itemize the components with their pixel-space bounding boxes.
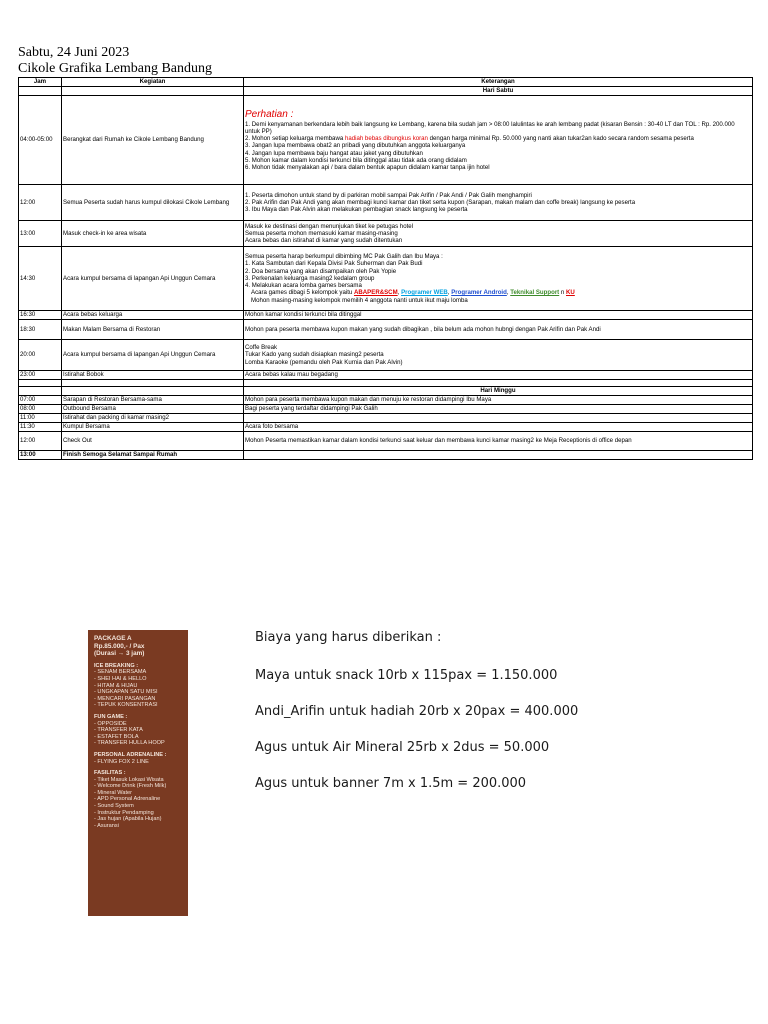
table-row — [19, 396, 753, 405]
table-row — [19, 432, 753, 451]
cell-kegiatan: Makan Malam Bersama di Restoran — [62, 320, 244, 340]
cell-keterangan: Mohon Peserta memastikan kamar dalam kondisi terkunci saat keluar dan membawa kunci kamar masing2 ke Meja Receptionis di office depan — [244, 432, 753, 451]
cell-jam: 13:00 — [19, 451, 62, 460]
fun-game-title: FUN GAME : — [94, 713, 128, 720]
page-date: Sabtu, 24 Juni 2023 — [18, 45, 130, 60]
table-row — [19, 96, 753, 185]
cell-keterangan — [244, 414, 753, 423]
cell-kegiatan: Istirahat Bobok — [62, 371, 244, 380]
adrenaline-title: PERSONAL ADRENALINE : — [94, 751, 167, 758]
perhatian-label: Perhatian : — [245, 108, 294, 120]
package-a-flyer — [88, 630, 188, 916]
section-row — [19, 387, 753, 396]
cell-kegiatan: Acara kumpul bersama di lapangan Api Unggun Cemara — [62, 340, 244, 371]
cell-keterangan: Masuk ke destinasi dengan menunjukan tiket ke petugas hotel Semua peserta mohon memasuki kamar masing-masing Acara bebas dan istirahat di kamar yang sudah ditentukan — [244, 221, 753, 247]
group-web: Programer WEB — [401, 289, 448, 297]
page-location: Cikole Grafika Lembang Bandung — [18, 61, 213, 76]
package-price: Rp.85.000,- / Pax — [94, 642, 145, 650]
fasilitas-title: FASILITAS : — [94, 770, 126, 777]
cell-kegiatan: Check Out — [62, 432, 244, 451]
table-row — [19, 451, 753, 460]
cell-jam: 16:30 — [19, 311, 62, 320]
cell-kegiatan: Acara kumpul bersama di lapangan Api Unggun Cemara — [62, 247, 244, 311]
group-abaper: ABAPER&SCM — [353, 289, 398, 297]
cell-jam: 08:00 — [19, 405, 62, 414]
list-item: - Tiket Masuk Lokasi Wisata — [94, 776, 164, 783]
cell-jam: 04:00-05:00 — [19, 96, 62, 185]
biaya-line: Maya untuk snack 10rb x 115pax = 1.150.000 — [255, 668, 558, 683]
list-item: - OPPOSIDE — [94, 720, 127, 727]
cell-keterangan: Acara foto bersama — [244, 423, 753, 432]
cell-jam: 14:30 — [19, 247, 62, 311]
cell-keterangan — [244, 451, 753, 460]
list-item: - Mineral Water — [94, 789, 133, 796]
col-kegiatan: Kegiatan — [62, 78, 244, 87]
biaya-title: Biaya yang harus diberikan : — [255, 630, 442, 645]
table-row — [19, 414, 753, 423]
cell-jam: 18:30 — [19, 320, 62, 340]
cell-kegiatan: Semua Peserta sudah harus kumpul dilokasi Cikole Lembang — [62, 185, 244, 221]
cell-keterangan: Coffe Break Tukar Kado yang sudah disiapkan masing2 peserta Lomba Karaoke (pemandu oleh Pak Kurnia dan Pak Alvin) — [244, 340, 753, 371]
table-row — [19, 405, 753, 414]
cell-kegiatan: Finish Semoga Selamat Sampai Rumah — [62, 451, 244, 460]
list-item: - Welcome Drink (Fresh Milk) — [94, 783, 167, 790]
cell-kegiatan: Berangkat dari Rumah ke Cikole Lembang Bandung — [62, 96, 244, 185]
list-item: - UNGKAPAN SATU MISI — [94, 689, 158, 696]
package-duration: (Durasi → 3 jam) — [94, 650, 145, 658]
col-jam: Jam — [19, 78, 62, 87]
cell-jam: 11:30 — [19, 423, 62, 432]
list-item: - APD Personal Adrenaline — [94, 796, 161, 803]
package-title: PACKAGE A — [94, 635, 132, 642]
group-android: Programer Android — [451, 289, 507, 297]
list-item: - ESTAFET BOLA — [94, 733, 139, 740]
table-row — [19, 423, 753, 432]
table-row — [19, 340, 753, 371]
section-row — [19, 87, 753, 96]
col-keterangan: Keterangan — [244, 78, 753, 87]
biaya-line: Agus untuk Air Mineral 25rb x 2dus = 50.000 — [255, 740, 550, 755]
cell-keterangan: Perhatian : 1. Demi kenyamanan berkendara lebih baik langsung ke Lembang, karena bila sudah jam > 08:00 lalulintas ke arah lembang padat (kisaran Bensin : 30-40 LT dan TOL : Rp. 200.000 untuk PP) 2. Mohon setiap keluarga membawa hadiah bebas dibungkus koran dengan harga minimal Rp. 50.000 yang nanti akan tukar2an kado secara random sesama peserta 3. Jangan lupa membawa obat2 an pribadi yang dibutuhkan anggota keluarganya 4. Jangan lupa membawa baju hangat atau jaket yang dibutuhkan 5. Mohon kamar dalam kondisi terkunci bila ditinggal atau tidak ada orang didalam 6. Mohon tidak menyalakan api / bara dalam bentuk apapun didalam kamar tanpa ijin hotel — [244, 96, 753, 185]
cell-keterangan: 1. Peserta dimohon untuk stand by di parkiran mobil sampai Pak Arifin / Pak Andi / Pak Galih menghampiri 2. Pak Arifin dan Pak Andi yang akan membagi kunci kamar dan tiket serta kupon (Sarapan, makan malam dan coffe break) langsung ke peserta 3. Ibu Maya dan Pak Alvin akan melakukan pembagian snack langsung ke peserta — [244, 185, 753, 221]
cell-jam: 20:00 — [19, 340, 62, 371]
list-item: - HITAM & HIJAU — [94, 682, 138, 689]
schedule-table — [18, 77, 753, 460]
cell-kegiatan: Kumpul Bersama — [62, 423, 244, 432]
cell-kegiatan: Istirahat dan packing di kamar masing2 — [62, 414, 244, 423]
list-item: - Asuransi — [94, 822, 119, 829]
cell-keterangan: Semua peserta harap berkumpul dibimbing MC Pak Galih dan Ibu Maya : 1. Kata Sambutan dari Kepala Divisi Pak Suherman dan Pak Budi 2. Doa bersama yang akan disampaikan oleh Pak Yopie 3. Perkenalan keluarga masing2 kedalam group 4. Melakukan acara lomba games bersama Acara games dibagi 5 kelompok yaitu ABAPER&SCM, Programer WEB, Programer Android, Teknikal Support n KU Mohon masing-masing kelompok memilih 4 anggota nanti untuk ikut maju lomba — [244, 247, 753, 311]
biaya-line: Andi_Arifin untuk hadiah 20rb x 20pax = 400.000 — [255, 704, 579, 719]
list-item: - MENCARI PASANGAN — [94, 695, 156, 702]
list-item: - TEPUK KONSENTRASI — [94, 702, 158, 709]
biaya-line: Agus untuk banner 7m x 1.5m = 200.000 — [255, 776, 527, 791]
cell-keterangan: Mohon para peserta membawa kupon makan dan menuju ke restoran didampingi Ibu Maya — [244, 396, 753, 405]
cell-keterangan: Mohon kamar kondisi terkunci bila ditinggal — [244, 311, 753, 320]
table-row — [19, 311, 753, 320]
cell-kegiatan: Outbound Bersama — [62, 405, 244, 414]
cell-jam: 11:00 — [19, 414, 62, 423]
cell-kegiatan: Acara bebas keluarga — [62, 311, 244, 320]
ice-breaking-title: ICE BREAKING : — [94, 662, 139, 669]
group-ku: KU — [566, 289, 575, 297]
list-item: - Instruktur Pendamping — [94, 809, 154, 816]
section-saturday: Hari Sabtu — [244, 87, 753, 96]
cell-keterangan: Mohon para peserta membawa kupon makan yang sudah dibagikan , bila belum ada mohon hubngi dengan Pak Arifin dan Pak Andi — [244, 320, 753, 340]
table-row — [19, 221, 753, 247]
list-item: - TRANSFER KATA — [94, 727, 143, 734]
cell-jam: 12:00 — [19, 432, 62, 451]
cell-jam: 07:00 — [19, 396, 62, 405]
cell-jam: 13:00 — [19, 221, 62, 247]
table-row — [19, 320, 753, 340]
table-header-row — [19, 78, 753, 87]
cell-jam: 12:00 — [19, 185, 62, 221]
cell-keterangan: Bagi peserta yang terdaftar didampingi Pak Galih — [244, 405, 753, 414]
table-row — [19, 247, 753, 311]
cell-kegiatan: Masuk check-in ke area wisata — [62, 221, 244, 247]
list-item: - SHEI HAI & HELLO — [94, 675, 147, 682]
list-item: - FLYING FOX 2 LINE — [94, 758, 149, 765]
list-item: - SENAM BERSAMA — [94, 669, 147, 676]
group-teknikal: Teknikal Support — [510, 289, 560, 297]
section-sunday: Hari Minggu — [244, 387, 753, 396]
table-row — [19, 371, 753, 380]
cell-jam: 23:00 — [19, 371, 62, 380]
cell-keterangan: Acara bebas kalau mau begadang — [244, 371, 753, 380]
list-item: - Jas hujan (Apabila Hujan) — [94, 816, 162, 823]
list-item: - Sound System — [94, 803, 134, 810]
highlight-hadiah: hadiah bebas dibungkus koran — [344, 135, 428, 143]
cell-kegiatan: Sarapan di Restoran Bersama-sama — [62, 396, 244, 405]
list-item: - TRANSFER HULLA HOOP — [94, 740, 165, 747]
table-row — [19, 185, 753, 221]
blank-row — [19, 380, 753, 387]
